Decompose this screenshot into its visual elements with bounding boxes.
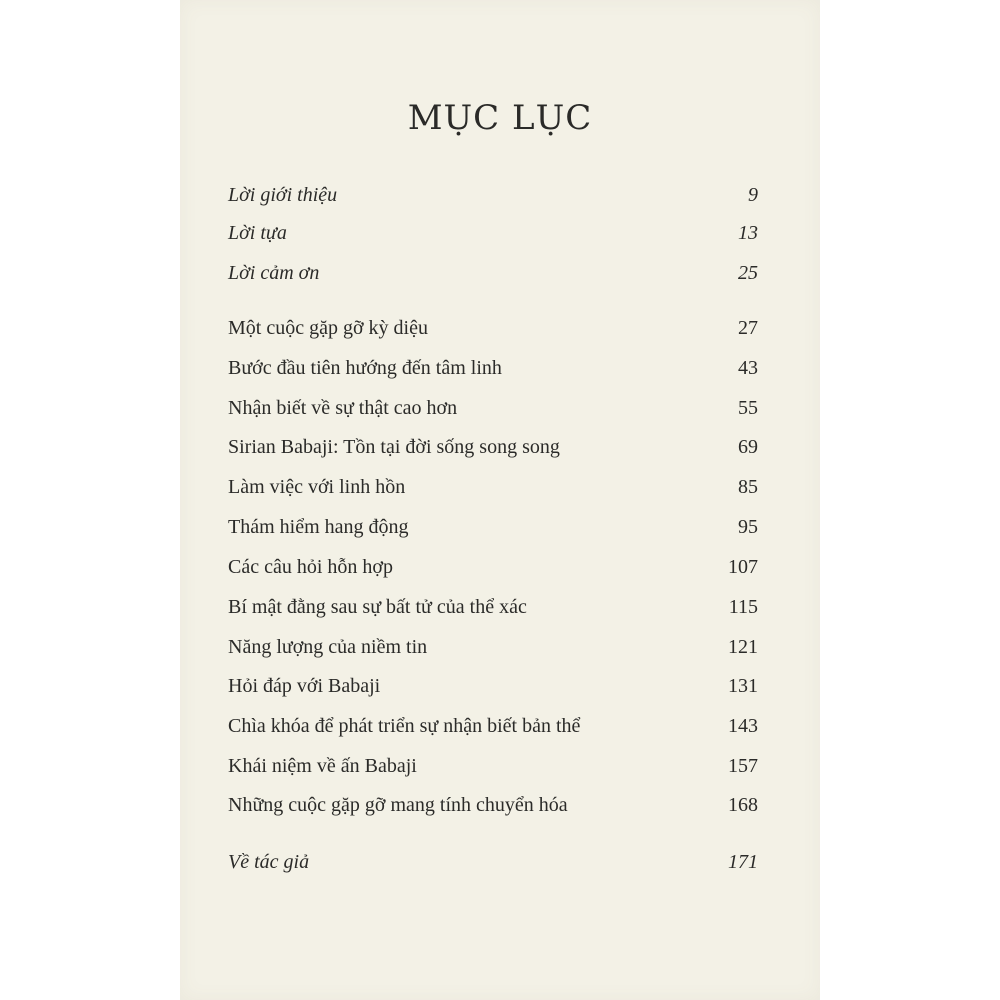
- toc-entry-label: Lời cảm ơn: [228, 261, 320, 284]
- toc-entry: [228, 393, 758, 423]
- toc-entry-page: 69: [738, 435, 758, 458]
- table-of-contents: [228, 0, 758, 1000]
- toc-entry: [228, 258, 758, 288]
- toc-entry-page: 95: [738, 515, 758, 538]
- toc-entry-label: Những cuộc gặp gỡ mang tính chuyển hóa: [228, 793, 568, 816]
- toc-entry-page: 85: [738, 475, 758, 498]
- toc-entry: [228, 671, 758, 701]
- toc-entry: [228, 751, 758, 781]
- toc-entry-page: 115: [728, 595, 758, 618]
- toc-entry-page: 171: [728, 850, 758, 873]
- toc-entry-label: Về tác giả: [228, 850, 310, 873]
- toc-entry: [228, 847, 758, 877]
- toc-entry: [228, 512, 758, 542]
- toc-entry-page: 121: [728, 635, 758, 658]
- toc-entry: [228, 592, 758, 622]
- toc-entry-page: 131: [728, 674, 758, 697]
- toc-entry-label: Lời giới thiệu: [228, 183, 338, 206]
- toc-entry-label: Làm việc với linh hồn: [228, 475, 406, 498]
- toc-entry: [228, 552, 758, 582]
- toc-entry: [228, 632, 758, 662]
- toc-entry-page: 27: [738, 316, 758, 339]
- toc-entry-page: 25: [738, 261, 758, 284]
- toc-entry-page: 157: [728, 754, 758, 777]
- toc-entry-page: 13: [738, 221, 758, 244]
- toc-entry-label: Bí mật đằng sau sự bất tử của thể xác: [228, 595, 527, 618]
- toc-entry: [228, 711, 758, 741]
- toc-entry-label: Một cuộc gặp gỡ kỳ diệu: [228, 316, 428, 339]
- toc-entry: [228, 180, 758, 210]
- toc-entry-page: 55: [738, 396, 758, 419]
- toc-entry-label: Hỏi đáp với Babaji: [228, 674, 381, 697]
- toc-entry-label: Thám hiểm hang động: [228, 515, 409, 538]
- toc-entry-page: 107: [728, 555, 758, 578]
- page-title: MỤC LỤC: [407, 98, 593, 138]
- toc-entry-label: Các câu hỏi hỗn hợp: [228, 555, 393, 578]
- toc-entry: [228, 353, 758, 383]
- toc-entry: [228, 313, 758, 343]
- toc-entry: [228, 472, 758, 502]
- book-page: [180, 0, 820, 1000]
- toc-entry-label: Chìa khóa để phát triển sự nhận biết bản thể: [228, 714, 581, 737]
- toc-entry-page: 43: [738, 356, 758, 379]
- toc-entry-label: Bước đầu tiên hướng đến tâm linh: [228, 356, 502, 379]
- toc-entry-page: 168: [728, 793, 758, 816]
- toc-entry-label: Lời tựa: [228, 221, 287, 244]
- toc-entry-label: Nhận biết về sự thật cao hơn: [228, 396, 458, 419]
- toc-entry: [228, 218, 758, 248]
- toc-entry-label: Năng lượng của niềm tin: [228, 635, 428, 658]
- toc-entry: [228, 790, 758, 820]
- toc-entry-label: Khái niệm về ấn Babaji: [228, 754, 417, 777]
- toc-entry-label: Sirian Babaji: Tồn tại đời sống song song: [228, 435, 560, 458]
- toc-entry: [228, 432, 758, 462]
- toc-entry-page: 9: [748, 183, 758, 206]
- toc-entry-page: 143: [728, 714, 758, 737]
